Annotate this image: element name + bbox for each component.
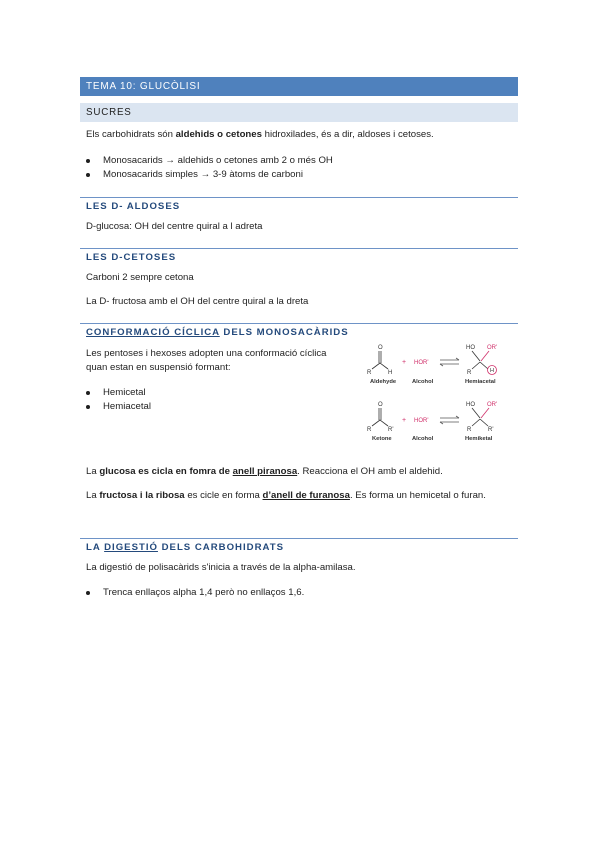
section-heading-aldoses: LES D- ALDOSES xyxy=(86,201,181,212)
ciclica-line-1: Les pentoses i hexoses adopten una conformació cíclica xyxy=(86,348,327,359)
aldehyde-label: Aldehyde xyxy=(370,379,397,385)
ciclica-line-2: quan estan en suspensió formant: xyxy=(86,362,231,373)
section-rule xyxy=(80,323,518,324)
glucosa-text-bold: glucosa es cicla en fomra de xyxy=(99,466,233,477)
section-rule xyxy=(80,197,518,198)
or-group: OR' xyxy=(487,345,498,351)
bullet-dot xyxy=(86,405,90,409)
aldoses-text: D-glucosa: OH del centre quiral a l adreta xyxy=(86,221,263,232)
list-item-text: Monosacarids simples → 3-9 àtoms de carboni xyxy=(103,169,303,180)
hemiacetal-structure xyxy=(466,345,497,376)
heading-pre: LA xyxy=(86,542,105,553)
fructosa-text-3: . Es forma un hemicetal o furan. xyxy=(349,490,486,501)
bullet-dot xyxy=(86,159,90,163)
hydrogen-atom: H xyxy=(490,368,494,374)
ho-group: HO xyxy=(466,402,475,408)
cetoses-text-1: Carboni 2 sempre cetona xyxy=(86,272,194,283)
list-item-text: Monosacarids → aldehids o cetones amb 2 o més OH xyxy=(103,155,333,166)
hemiketal-structure xyxy=(466,402,497,433)
section-heading-ciclica xyxy=(86,327,349,339)
intro-text-1: Els carbohidrats són xyxy=(86,129,176,140)
alcohol-reagent: HOR' xyxy=(414,418,429,424)
hemiacetal-reaction-figure xyxy=(362,336,510,448)
heading-underlined: DIGESTIÓ xyxy=(104,542,158,553)
equilibrium-arrows xyxy=(440,416,459,424)
ho-group: HO xyxy=(466,345,475,351)
fructosa-paragraph xyxy=(86,489,486,502)
section-heading-cetoses: LES D-CETOSES xyxy=(86,252,177,263)
fructosa-text-1: La xyxy=(86,490,100,501)
oxygen-atom: O xyxy=(378,345,383,351)
list-item-text: Hemiacetal xyxy=(103,401,151,412)
r-group: R xyxy=(467,370,472,376)
oxygen-atom: O xyxy=(378,402,383,408)
glucosa-paragraph xyxy=(86,465,443,478)
r-group: R xyxy=(367,370,372,376)
glucosa-text-1: La xyxy=(86,466,100,477)
hydrogen-atom: H xyxy=(388,370,393,376)
list-item-text: Hemicetal xyxy=(103,387,146,398)
alcohol-reagent: HOR' xyxy=(414,360,429,366)
hemiacetal-label: Hemiacetal xyxy=(465,379,496,385)
cetoses-text-2: La D- fructosa amb el OH del centre quiral a la dreta xyxy=(86,296,309,307)
fructosa-text-bold: fructosa i la ribosa xyxy=(99,490,185,501)
section-rule xyxy=(80,248,518,249)
intro-paragraph xyxy=(86,128,434,141)
bullet-dot xyxy=(86,591,90,595)
heading-rest: DELS MONOSACÀRIDS xyxy=(219,327,349,338)
equilibrium-arrows xyxy=(440,358,459,366)
intro-text-2: hidroxilades, és a dir, aldoses i cetoses. xyxy=(261,129,434,140)
plus-sign: + xyxy=(402,417,407,424)
heading-rest: DELS CARBOHIDRATS xyxy=(157,542,284,553)
fructosa-text-bold-underlined: d’anell de furanosa xyxy=(262,490,350,501)
r-prime-group: R' xyxy=(488,427,494,433)
title-band: TEMA 10: GLUCÒLISI xyxy=(80,77,518,96)
fructosa-text-2: es cicle en forma xyxy=(184,490,263,501)
hemiketal-label: Hemiketal xyxy=(465,436,493,442)
heading-underlined: CONFORMACIÓ CÍCLICA xyxy=(86,327,220,338)
aldehyde-structure xyxy=(367,345,392,376)
plus-sign: + xyxy=(402,359,407,366)
list-item-text: Trenca enllaços alpha 1,4 però no enllaços 1,6. xyxy=(103,587,305,598)
digestio-text: La digestió de polisacàrids s'inicia a través de la alpha-amilasa. xyxy=(86,562,356,573)
section-heading-digestio xyxy=(86,542,284,554)
bullet-dot xyxy=(86,391,90,395)
ketone-label: Ketone xyxy=(372,436,392,442)
glucosa-text-bold-underlined: anell piranosa xyxy=(232,466,298,477)
subtitle-band: SUCRES xyxy=(80,103,518,122)
alcohol-label: Alcohol xyxy=(412,379,434,385)
alcohol-label: Alcohol xyxy=(412,436,434,442)
section-rule xyxy=(80,538,518,539)
ketone-structure xyxy=(367,402,393,433)
r-prime-group: R' xyxy=(388,427,394,433)
r-group: R xyxy=(467,427,472,433)
or-group: OR' xyxy=(487,402,498,408)
glucosa-text-2: . Reacciona el OH amb el aldehid. xyxy=(297,466,443,477)
r-group: R xyxy=(367,427,372,433)
bullet-dot xyxy=(86,173,90,177)
intro-text-bold: aldehids o cetones xyxy=(175,129,262,140)
